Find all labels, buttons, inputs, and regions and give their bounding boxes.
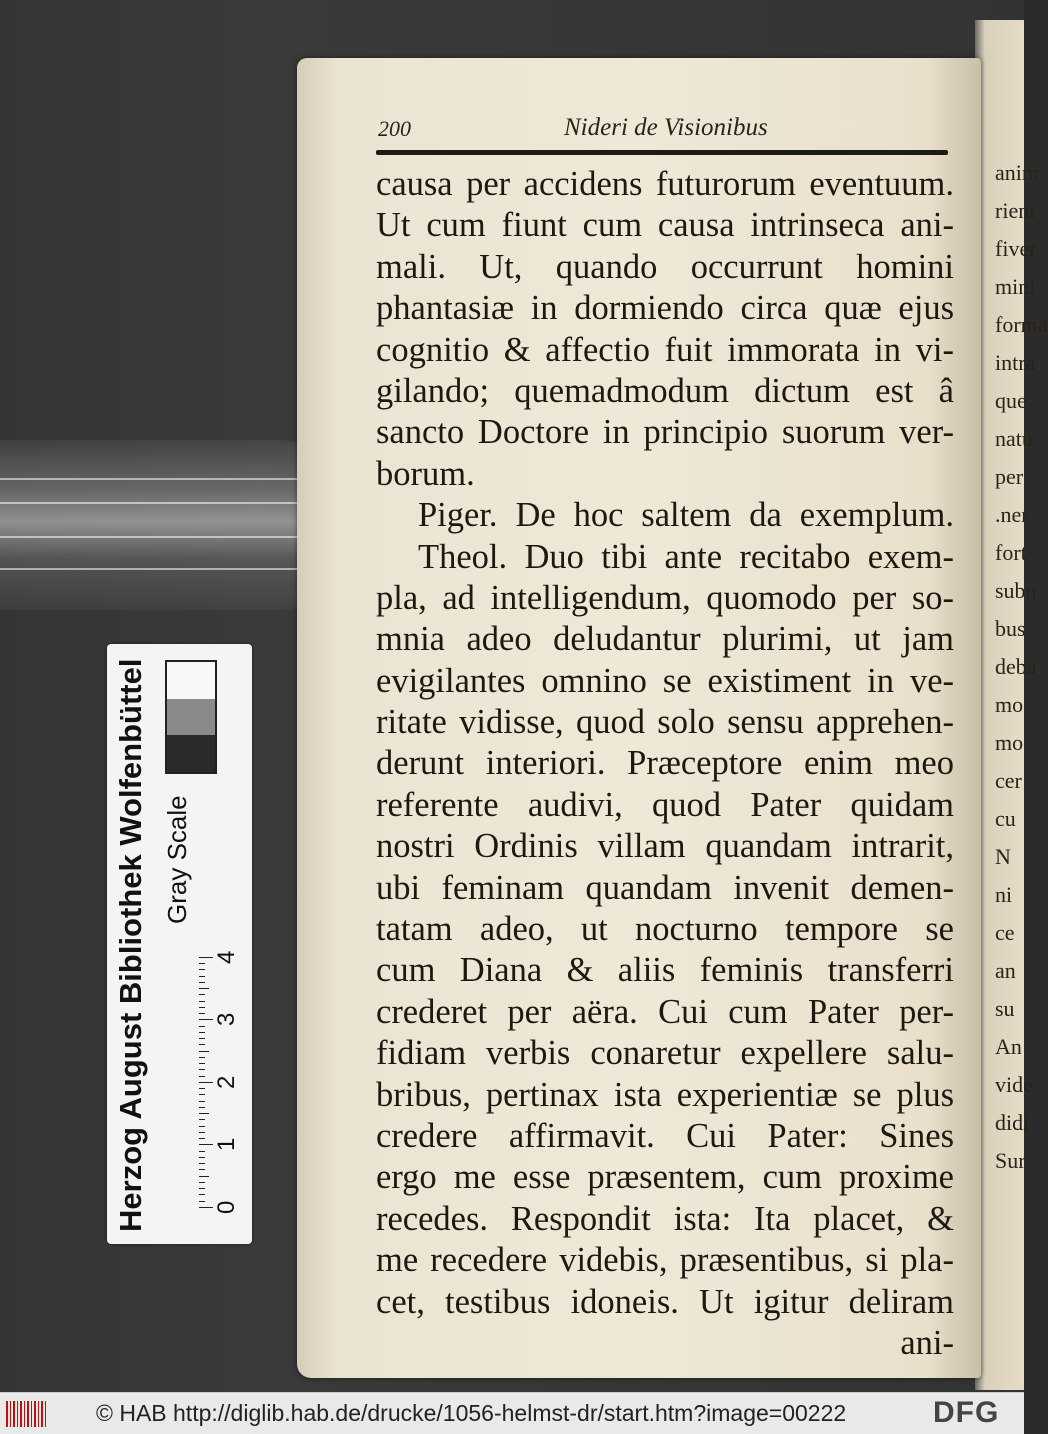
text-line: cognitio & affectio fuit immorata in vi- bbox=[376, 330, 954, 369]
ruler-tick bbox=[199, 1207, 213, 1208]
next-page-fragment: fiver bbox=[995, 236, 1037, 261]
next-page-fragment: Sur bbox=[995, 1148, 1026, 1173]
hab-logo-icon bbox=[6, 1401, 48, 1427]
next-page-fragment: anim bbox=[995, 160, 1039, 185]
gray-patches bbox=[165, 660, 217, 774]
ruler-tick bbox=[199, 1076, 205, 1077]
body-text bbox=[376, 164, 954, 1364]
next-page-fragment: fort bbox=[995, 540, 1027, 565]
next-page-fragment: cu bbox=[995, 806, 1016, 831]
text-line: derunt interiori. Præceptore enim meo bbox=[376, 744, 954, 783]
ruler-tick bbox=[199, 1020, 213, 1021]
ruler-tick bbox=[199, 1026, 205, 1027]
next-page-fragment: natu bbox=[995, 426, 1033, 451]
ruler-tick bbox=[199, 1195, 205, 1196]
text-line: Theol. Duo tibi ante recitabo exem- bbox=[418, 537, 954, 576]
next-page-fragment: N bbox=[995, 844, 1011, 869]
ruler-tick bbox=[199, 1063, 205, 1064]
ruler-tick bbox=[199, 995, 205, 996]
text-line: evigilantes omnino se existiment in ve- bbox=[376, 661, 954, 700]
ruler-tick bbox=[199, 1057, 205, 1058]
text-line: cet, testibus idoneis. Ut igitur deliram bbox=[376, 1282, 954, 1321]
text-line: Piger. De hoc saltem da exemplum. bbox=[418, 496, 954, 535]
text-line: credere affirmavit. Cui Pater: Sines bbox=[376, 1116, 954, 1155]
running-title: Nideri de Visionibus bbox=[564, 114, 768, 141]
next-page-fragment: An bbox=[995, 1034, 1022, 1059]
gray-scale-card bbox=[107, 644, 252, 1244]
next-page-fragment: vide bbox=[995, 1072, 1033, 1097]
text-line: referente audivi, quod Pater quidam bbox=[376, 785, 954, 824]
ruler-tick bbox=[199, 1101, 205, 1102]
ruler-tick bbox=[199, 1038, 205, 1039]
ruler-number: 1 bbox=[213, 1137, 240, 1151]
text-line: cum Diana & aliis feminis transferri bbox=[376, 951, 954, 990]
ruler-tick bbox=[199, 1151, 205, 1152]
text-line: Ut cum fiunt cum causa intrinseca ani- bbox=[376, 206, 954, 245]
ruler-tick bbox=[199, 1107, 205, 1108]
text-line: ritate vidisse, quod solo sensu apprehen- bbox=[376, 703, 954, 742]
next-page-fragment: ni bbox=[995, 882, 1013, 907]
next-page-fragment: rient bbox=[995, 198, 1036, 223]
cm-ruler bbox=[199, 950, 243, 1214]
ruler-tick bbox=[199, 1201, 205, 1202]
next-page-fragment: subn bbox=[995, 578, 1037, 603]
text-line: ubi feminam quandam invenit demen- bbox=[376, 868, 954, 907]
text-line: gilando; quemadmodum dictum est â bbox=[376, 371, 954, 410]
ruler-tick bbox=[199, 1157, 205, 1158]
running-header bbox=[378, 112, 948, 148]
ruler-tick bbox=[199, 963, 205, 964]
ruler-tick bbox=[199, 1170, 205, 1171]
ruler-tick bbox=[199, 1120, 205, 1121]
citation-link[interactable]: © HAB http://diglib.hab.de/drucke/1056-helmst-dr/start.htm?image=00222 bbox=[96, 1400, 847, 1426]
catchword: ani- bbox=[900, 1323, 954, 1362]
ruler-tick bbox=[199, 1145, 213, 1146]
next-page-fragment: per bbox=[995, 464, 1024, 489]
text-line: mali. Ut, quando occurrunt homini bbox=[376, 247, 954, 286]
ruler-tick bbox=[199, 1032, 205, 1033]
institution-label: Herzog August Bibliothek Wolfenbüttel bbox=[113, 658, 148, 1232]
next-page-fragment: intra bbox=[995, 350, 1036, 375]
ruler-number: 4 bbox=[213, 950, 240, 964]
ruler-tick bbox=[199, 988, 209, 989]
ruler-tick bbox=[199, 1176, 209, 1177]
ruler-tick bbox=[199, 1070, 205, 1071]
ruler-tick bbox=[199, 1182, 205, 1183]
ruler-tick bbox=[199, 1045, 205, 1046]
ruler-tick bbox=[199, 1082, 213, 1083]
dfg-logo: DFG bbox=[933, 1396, 1000, 1429]
text-line: crederet per aëra. Cui cum Pater per- bbox=[376, 992, 954, 1031]
text-line: sancto Doctore in principio suorum ver- bbox=[376, 413, 954, 452]
text-line: recedes. Respondit ista: Ita placet, & bbox=[376, 1199, 954, 1238]
text-line: nostri Ordinis villam quandam intrarit, bbox=[376, 827, 954, 866]
next-page-fragment: mini bbox=[995, 274, 1036, 299]
next-page-fragment: ce bbox=[995, 920, 1015, 945]
ruler-tick bbox=[199, 982, 205, 983]
ruler-tick bbox=[199, 1013, 205, 1014]
next-page-fragment: mo bbox=[995, 730, 1024, 755]
ruler-tick bbox=[199, 957, 213, 958]
ruler-tick bbox=[199, 1095, 205, 1096]
next-page-fragment: forma bbox=[995, 312, 1048, 337]
ruler-tick bbox=[199, 1088, 205, 1089]
ruler-tick bbox=[199, 1163, 205, 1164]
text-line: phantasiæ in dormiendo circa quæ ejus bbox=[376, 289, 954, 328]
next-page-fragment: bus bbox=[995, 616, 1026, 641]
next-page-fragment: su bbox=[995, 996, 1015, 1021]
text-line: bribus, pertinax ista experientiæ se plus bbox=[376, 1075, 954, 1114]
footer-bar bbox=[0, 1392, 1024, 1434]
ruler-tick bbox=[199, 1113, 209, 1114]
ruler-tick bbox=[199, 976, 205, 977]
ruler-tick bbox=[199, 1001, 205, 1002]
text-line: ergo me esse præsentem, cum proxime bbox=[376, 1158, 954, 1197]
text-line: causa per accidens futurorum eventuum. bbox=[376, 165, 954, 203]
ruler-tick bbox=[199, 1007, 205, 1008]
text-line: mnia adeo deludantur plurimi, ut jam bbox=[376, 620, 954, 659]
next-page-fragment: an bbox=[995, 958, 1016, 983]
ruler-number: 2 bbox=[213, 1075, 240, 1089]
ruler-tick bbox=[199, 1132, 205, 1133]
text-line: me recedere videbis, præsentibus, si pla- bbox=[376, 1241, 954, 1280]
next-page-edge bbox=[975, 20, 1048, 1390]
next-page-fragment: cer bbox=[995, 768, 1022, 793]
glass-weight-strip bbox=[0, 440, 340, 610]
text-line: fidiam verbis conaretur expellere salu- bbox=[376, 1034, 954, 1073]
ruler-tick bbox=[199, 1051, 209, 1052]
ruler-tick bbox=[199, 1126, 205, 1127]
ruler-number: 3 bbox=[213, 1012, 240, 1026]
header-rule bbox=[376, 150, 948, 155]
text-line: tatam adeo, ut nocturno tempore se bbox=[376, 910, 954, 949]
next-page-fragment: didi bbox=[995, 1110, 1030, 1135]
text-line: pla, ad intelligendum, quomodo per so- bbox=[376, 578, 954, 617]
ruler-tick bbox=[199, 1188, 205, 1189]
ruler-tick bbox=[199, 970, 205, 971]
gray-scale-label: Gray Scale bbox=[162, 795, 192, 924]
ruler-number: 0 bbox=[213, 1200, 240, 1214]
next-page-fragment: mo bbox=[995, 692, 1024, 717]
next-page-fragment: .ner bbox=[995, 502, 1029, 527]
ruler-tick bbox=[199, 1138, 205, 1139]
next-page-fragment: deba bbox=[995, 654, 1037, 679]
next-page-fragment: que bbox=[995, 388, 1027, 413]
text-line: borum. bbox=[376, 454, 475, 493]
page-number: 200 bbox=[378, 116, 411, 141]
